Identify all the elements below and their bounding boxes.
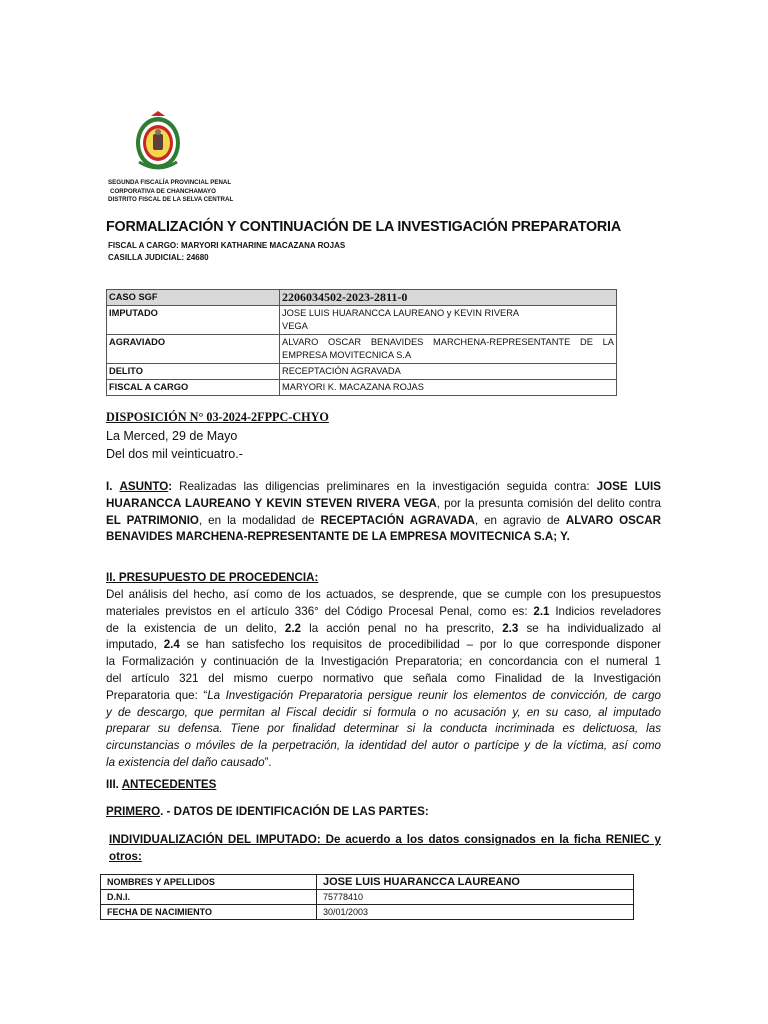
fiscal-info [108,240,345,264]
case-label: CASO SGF [107,290,280,306]
agraviado-line: ALVARO OSCAR BENAVIDES MARCHENA-REPRESENTANTE DE LA [282,337,614,347]
table-row [101,875,634,890]
table-row [107,335,617,364]
paragraph-line: otros: [109,849,142,863]
italic-run: La Investigación Preparatoria persigue reunir los elementos de convicción, de cargo [207,688,661,702]
italic-run: circunstancias o móviles de la perpetración, la identidad del autor o partícipe y de la víctima, así como [106,739,661,753]
text-run: la acción penal no ha prescrito, [301,621,503,635]
paragraph-line [106,637,661,654]
agraviado-line: EMPRESA MOVITECNICA S.A [282,350,412,360]
primero-heading [106,805,429,818]
paragraph-line [106,604,661,621]
bold-run: BENAVIDES MARCHENA-REPRESENTANTE DE LA EMPRESA MOVITECNICA S.A; Y. [106,530,570,544]
dni-value: 75778410 [317,890,634,905]
paragraph-line: Del análisis del hecho, así como de los actuados, se desprende, que se cumple con los presupuestos [106,588,661,601]
text-run: Preparatoria que: “ [106,688,208,702]
bold-run: JOSE LUIS [596,480,662,493]
delito-label: DELITO [107,364,280,380]
paragraph-line: del artículo 321 del mismo cuerpo normativo que señala como Finalidad de la Investigación [106,671,661,685]
antecedentes-heading [106,778,216,791]
disposicion-number: DISPOSICIÓN N° 03-2024-2FPPC-CHYO [106,410,329,424]
presupuesto-paragraph [106,587,661,772]
paragraph-line [106,688,661,705]
section-colon: : [168,480,173,493]
birthdate-label: FECHA DE NACIMIENTO [101,905,317,920]
person-table [100,874,634,920]
paragraph-line: la Formalización y continuación de la Investigación Preparatoria; en concordancia con el numeral 1 [106,655,661,669]
table-row [101,905,634,920]
text-run: , por la presunta comisión del delito contra [436,496,662,510]
bold-run: HUARANCCA LAUREANO Y KEVIN STEVEN RIVERA VEGA [106,496,437,510]
institution-name [108,179,233,205]
table-row [107,290,617,306]
place-date-line: La Merced, 29 de Mayo [106,429,238,443]
table-row [107,364,617,380]
agraviado-value [280,335,617,364]
names-label: NOMBRES Y APELLIDOS [101,875,317,890]
bold-run: RECEPTACIÓN AGRAVADA [320,513,475,527]
asunto-paragraph [106,479,661,546]
text-run: , en agravio de [474,513,566,527]
paragraph-line [106,755,661,772]
section-label: ASUNTO [119,480,169,493]
text-run: Realizadas las diligencias preliminares en la investigación seguida contra: [172,480,597,493]
text-run: ”. [264,755,272,769]
paragraph-line: INDIVIDUALIZACIÓN DEL IMPUTADO: De acuerdo a los datos consignados en la ficha RENIEC y [109,833,661,846]
fiscal-value: MARYORI K. MACAZANA ROJAS [280,380,617,396]
section-number: III. [106,778,122,791]
case-table [106,289,617,396]
bold-run: EL PATRIMONIO [106,513,199,527]
primero-label: PRIMERO [106,805,161,818]
presupuesto-heading: II. PRESUPUESTO DE PROCEDENCIA: [106,571,319,584]
italic-run: y de descargo, que permitan al Fiscal decidir si formula o no acusación y, en su caso, al imputado [106,705,661,719]
imputado-line: VEGA [282,321,308,331]
casilla-line: CASILLA JUDICIAL: 24680 [108,253,209,262]
table-row [107,306,617,335]
paragraph-line [106,496,661,513]
case-number: 2206034502-2023-2811-0 [280,290,617,306]
names-value: JOSE LUIS HUARANCCA LAUREANO [317,875,634,890]
dni-label: D.N.I. [101,890,317,905]
year-line: Del dos mil veinticuatro.- [106,446,243,461]
table-row [107,380,617,396]
fiscal-line: FISCAL A CARGO: MARYORI KATHARINE MACAZANA ROJAS [108,241,346,250]
imputado-value [280,306,617,335]
section-label: ANTECEDENTES [121,778,217,791]
italic-run: la existencia del daño causado [106,755,265,769]
text-run: , en la modalidad de [198,513,321,527]
paragraph-line [106,738,661,755]
individualizacion-heading [109,832,661,866]
bold-run: 2.1 [533,604,550,618]
bold-run: ALVARO OSCAR [565,513,661,527]
imputado-label: IMPUTADO [107,306,280,335]
text-run: imputado, [106,638,164,652]
institution-seal-logo [133,110,183,174]
paragraph-line [106,529,661,546]
institution-line: SEGUNDA FISCALÍA PROVINCIAL PENAL [108,179,232,186]
fiscal-label: FISCAL A CARGO [107,380,280,396]
italic-run: preparar su defensa. Tiene por finalidad determinar si la conducta incriminada es delictuosa, las [106,722,661,736]
agraviado-label: AGRAVIADO [107,335,280,364]
table-row [101,890,634,905]
bold-run: 2.3 [502,621,519,635]
text-run: de la existencia de un delito, [106,621,285,635]
paragraph-line [106,721,661,738]
delito-value: RECEPTACIÓN AGRAVADA [280,364,617,380]
bold-run: 2.2 [284,621,302,635]
section-number: I. [106,480,113,493]
institution-line: DISTRITO FISCAL DE LA SELVA CENTRAL [108,196,234,204]
place-date [106,428,243,463]
text-run: Indicios reveladores [549,604,662,618]
imputado-line: JOSE LUIS HUARANCCA LAUREANO y KEVIN RIVERA [282,308,520,318]
paragraph-line [106,621,661,638]
text-run: se ha individualizado al [518,621,662,635]
paragraph-line [106,513,661,530]
birthdate-value: 30/01/2003 [317,905,634,920]
institution-line: CORPORATIVA DE CHANCHAMAYO [110,187,216,195]
text-run: materiales previstos en el artículo 336° del Código Procesal Penal, como es: [106,604,534,618]
primero-text: . - DATOS DE IDENTIFICACIÓN DE LAS PARTES: [160,805,429,818]
text-run: se han satisfecho los requisitos de procedibilidad – por lo que corresponde disponer [179,638,661,652]
bold-run: 2.4 [163,638,180,652]
paragraph-line [106,705,661,722]
document-title: FORMALIZACIÓN Y CONTINUACIÓN DE LA INVESTIGACIÓN PREPARATORIA [106,219,621,235]
paragraph-line [106,479,661,496]
